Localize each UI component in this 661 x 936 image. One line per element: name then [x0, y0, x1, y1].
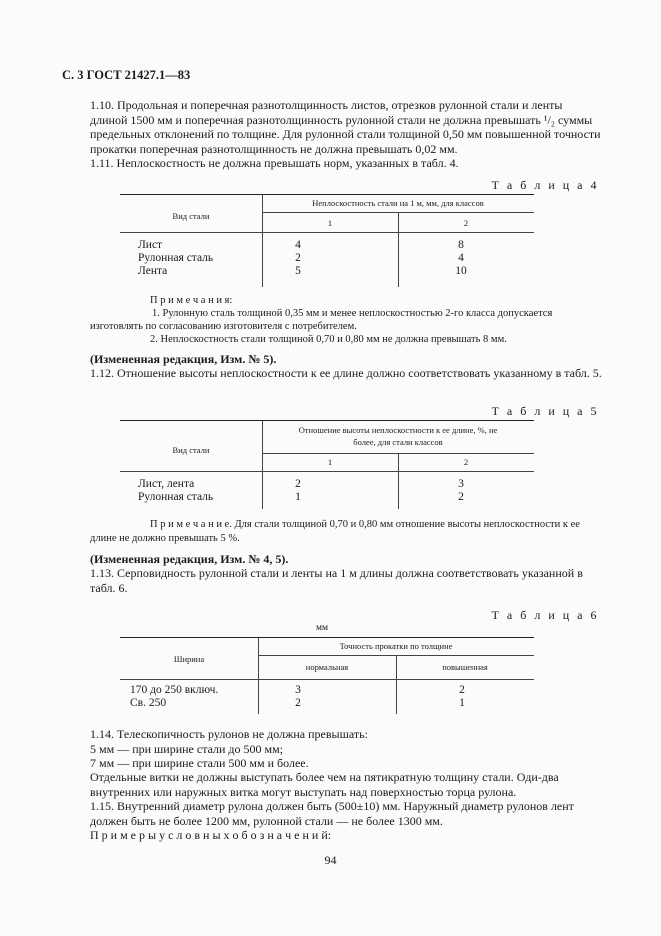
table5-sub2: 2	[463, 457, 469, 467]
table6-caption: Т а б л и ц а 6	[491, 608, 599, 622]
notes4-note2: 2. Неплоскостность стали толщиной 0,70 и 0,80 мм не должна превышать 8 мм.	[150, 334, 507, 345]
examples-heading: П р и м е р ы у с л о в н ы х о б о з н а ч е н и й:	[90, 828, 332, 842]
table6-unit: мм	[316, 623, 329, 633]
table5-top-rule	[120, 420, 534, 421]
revision-note: (Измененная редакция, Изм. № 5).	[90, 352, 277, 366]
table5-cell: 1	[295, 491, 301, 503]
table4-cell: 4	[295, 239, 301, 251]
table4-caption: Т а б л и ц а 4	[491, 178, 599, 192]
table4-group-head: Неплоскостность стали на 1 м, мм, для классов	[312, 198, 484, 208]
table5-group-head-line1: Отношение высоты неплоскостности к ее длине, %, не	[298, 425, 498, 435]
paragraph-1-10-text: 1.10. Продольная и поперечная разнотолщинность листов, отрезков рулонной стали и ленты длиной 1500 мм и поперечная разнотолщинность рулонной стали не должна превышать ¹/₂ суммы предельных отклонений по толщине. Для рулонной стали толщиной 0,50 мм повышенной точности прокатки поперечная разнотолщинность не должна превышать 0,02 мм.	[90, 98, 601, 156]
notes4-note1: 1. Рулонную сталь толщиной 0,35 мм и менее неплоскостностью 2-го класса допускается изготовлять по согласованию изготовителя с потребителем.	[90, 308, 553, 332]
table4-row-name: Лента	[138, 265, 168, 277]
table5-row-name: Лист, лента	[138, 478, 195, 490]
table4-col-head: Вид стали	[172, 211, 210, 221]
paragraph-1-14: 1.14. Телескопичность рулонов не должна превышать:	[90, 727, 368, 741]
notes4-title: П р и м е ч а н и я:	[150, 295, 233, 306]
table6-row-name: 170 до 250 включ.	[130, 684, 219, 696]
paragraph-1-14-item: 7 мм — при ширине стали 500 мм и более.	[90, 756, 309, 770]
note5-text: Для стали толщиной 0,70 и 0,80 мм отношение высоты неплоскостности к ее длине не должно превышать 5 %.	[90, 519, 580, 544]
table4-cell: 4	[458, 252, 464, 264]
note5	[90, 518, 602, 546]
table6-cell: 2	[295, 697, 301, 709]
table5-col-head: Вид стали	[172, 445, 210, 455]
table4-top-rule	[120, 194, 534, 195]
table4-rule	[120, 232, 534, 233]
paragraph-1-14-text: Отдельные витки не должны выступать более чем на пятикратную толщину стали. Оди-два внутренних или наружных витка могут выступать над поверхностью торца рулона.	[90, 770, 559, 799]
table6-rule	[258, 655, 534, 656]
table6-row-name: Св. 250	[130, 697, 167, 709]
table4-cell: 2	[295, 252, 301, 264]
revision-note: (Измененная редакция, Изм. № 4, 5).	[90, 552, 289, 566]
note5-title: П р и м е ч а н и е.	[150, 519, 232, 530]
table6-rule	[120, 679, 534, 680]
table5-cell: 2	[295, 478, 301, 490]
table4-cell: 8	[458, 239, 464, 251]
paragraph-1-10	[90, 98, 602, 156]
table5-cell: 3	[458, 478, 464, 490]
paragraph-1-13: 1.13. Серповидность рулонной стали и ленты на 1 м длины должна соответствовать указанной в табл. 6.	[90, 566, 583, 595]
table6-top-rule	[120, 637, 534, 638]
table5-caption: Т а б л и ц а 5	[491, 404, 599, 418]
table6-cell: 1	[459, 697, 465, 709]
table5-group-head-line2: более, для стали классов	[353, 437, 443, 447]
table6-sub1: нормальная	[305, 662, 349, 672]
table5-cell: 2	[458, 491, 464, 503]
table4-row-name: Лист	[138, 239, 163, 251]
table5-rule	[262, 453, 534, 454]
table4-cell: 10	[455, 265, 467, 277]
table5-row-name: Рулонная сталь	[138, 491, 214, 503]
paragraph-1-11: 1.11. Неплоскостность не должна превышать норм, указанных в табл. 4.	[90, 156, 459, 170]
table4-rule	[262, 212, 534, 213]
paragraph-1-15: 1.15. Внутренний диаметр рулона должен быть (500±10) мм. Наружный диаметр рулонов лент должен быть не более 1200 мм, рулонной стали — не более 1300 мм.	[90, 799, 574, 828]
table6-col-head: Ширина	[173, 654, 205, 664]
table4-row-name: Рулонная сталь	[138, 252, 214, 264]
table6-group-head: Точность прокатки по толщине	[339, 641, 453, 651]
table4-sub1: 1	[327, 218, 333, 228]
table5-rule	[120, 471, 534, 472]
table4-cell: 5	[295, 265, 301, 277]
table6-sub2: повышенная	[442, 662, 488, 672]
page-header: С. 3 ГОСТ 21427.1—83	[62, 68, 191, 82]
paragraph-1-14-item: 5 мм — при ширине стали до 500 мм;	[90, 742, 284, 756]
paragraph-1-12: 1.12. Отношение высоты неплоскостности к ее длине должно соответствовать указанному в табл. 5.	[90, 366, 602, 380]
table4-sub2: 2	[463, 218, 469, 228]
page-number: 94	[324, 853, 337, 867]
table5-sub1: 1	[327, 457, 333, 467]
table6-cell: 3	[295, 684, 301, 696]
table6-cell: 2	[459, 684, 465, 696]
